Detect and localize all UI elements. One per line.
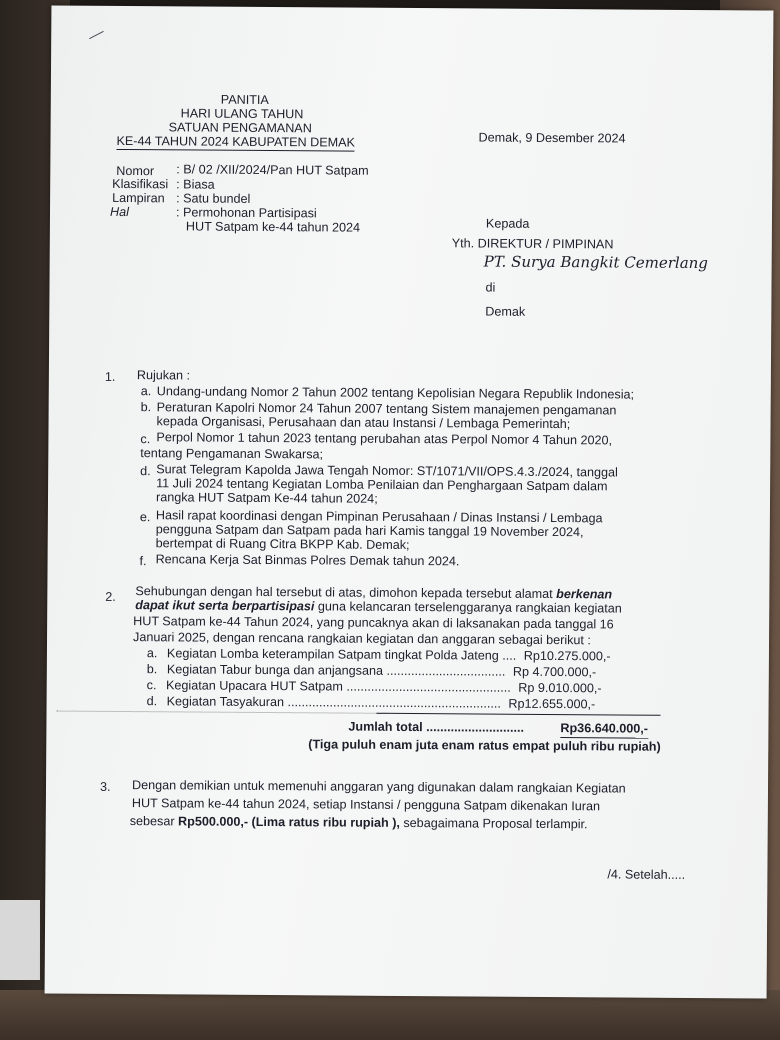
budget-row-b	[147, 662, 597, 680]
budget-amount-b: Rp 4.700.000,-	[512, 664, 597, 680]
letter-paper	[45, 5, 774, 998]
ref-e-line-2: pengguna Satpam dan Satpam pada hari Kamis tanggal 19 November 2024,	[155, 522, 584, 540]
budget-label-d: Kegiatan Tasyakuran .............................................................	[166, 694, 501, 711]
budget-amount-a: Rp10.275.000,-	[523, 648, 611, 664]
hal-value-1: : Permohonan Partisipasi	[175, 205, 317, 221]
nomor-label: Nomor	[116, 163, 155, 179]
total-label: Jumlah total ............................	[348, 719, 525, 735]
ref-e-line-3: bertempat di Ruang Citra BKPP Kab. Demak;	[155, 536, 410, 553]
ref-d-line-3: rangka HUT Satpam Ke-44 tahun 2024;	[155, 490, 378, 506]
background-white-panel	[0, 900, 40, 980]
lampiran-value: : Satu bundel	[176, 191, 251, 206]
budget-amount-c: Rp 9.010.000,-	[518, 680, 602, 696]
section-2-line-3: HUT Satpam ke-44 Tahun 2024, yang puncaknya akan di laksanakan pada tanggal 16	[133, 614, 614, 632]
header-line-2: HARI ULANG TAHUN	[180, 106, 304, 122]
ref-a-letter: a.	[140, 384, 152, 399]
section-1-number: 1.	[104, 369, 116, 384]
section-3-line-2: HUT Satpam ke-44 tahun 2024, setiap Instansi / pengguna Satpam dikenakan Iuran	[131, 796, 601, 814]
ref-b-line-1: Peraturan Kapolri Nomor 24 Tahun 2007 tentang Sistem manajemen pengamanan	[156, 400, 617, 418]
section-2-emphasis-2: dapat ikut serta berpartisipasi	[135, 598, 315, 614]
ref-c-letter: c.	[140, 432, 151, 447]
section-3-line-3	[130, 814, 588, 832]
budget-amount-d: Rp12.655.000,-	[508, 696, 596, 712]
ref-d-line-1: Surat Telegram Kapolda Jawa Tengah Nomor: ST/1071/VII/OPS.4.3./2024, tanggal	[156, 462, 618, 480]
ref-f-line-1: Rencana Kerja Sat Binmas Polres Demak tahun 2024.	[155, 552, 460, 569]
ref-e-letter: e.	[139, 510, 151, 525]
city-label: Demak	[485, 304, 526, 319]
budget-letter-c: c.	[146, 678, 157, 693]
total-amount: Rp36.640.000,-	[560, 721, 648, 739]
hal-value-2: HUT Satpam ke-44 tahun 2024	[185, 219, 361, 235]
section-2-emphasis-1: berkenan	[556, 587, 613, 602]
hal-label: Hal	[109, 204, 129, 220]
budget-label-c: Kegiatan Upacara HUT Satpam ...............................................	[165, 678, 511, 695]
ref-d-line-2: 11 Juli 2024 tentang Kegiatan Lomba Penilaian dan Penghargaan Satpam dalam	[156, 476, 608, 494]
nomor-value: : B/ 02 /XII/2024/Pan HUT Satpam	[176, 162, 369, 178]
budget-row-d	[147, 694, 596, 712]
letter-date: Demak, 9 Desember 2024	[478, 130, 626, 146]
section-2-line-1-text: Sehubungan dengan hal tersebut di atas, dimohon kepada tersebut alamat	[135, 584, 557, 602]
section-3-fee: Rp500.000,- (Lima ratus ribu rupiah ),	[178, 814, 400, 830]
section-3-line-1: Dengan demikian untuk memenuhi anggaran yang digunakan dalam rangkaian Kegiatan	[131, 778, 626, 796]
next-page-marker: /4. Setelah.....	[607, 867, 686, 882]
section-2-number: 2.	[105, 589, 116, 604]
section-1-title: Rujukan :	[136, 368, 191, 383]
section-2-line-2-text: guna kelancaran terselenggaranya rangkaian kegiatan	[314, 599, 622, 616]
budget-label-b: Kegiatan Tabur bunga dan anjangsana ..................................	[166, 662, 506, 679]
ref-b-line-2: kepada Organisasi, Perusahaan dan atau Instansi / Lembaga Pemerintah;	[156, 414, 571, 432]
ref-b-letter: b.	[140, 400, 152, 415]
ref-d-letter: d.	[140, 464, 151, 479]
budget-label-a: Kegiatan Lomba keterampilan Satpam tingkat Polda Jateng ....	[166, 646, 517, 663]
ref-c-line-2: tentang Pengamanan Swakarsa;	[140, 446, 324, 462]
section-3-number: 3.	[99, 779, 111, 794]
ref-f-letter: f.	[139, 554, 147, 569]
lampiran-label: Lampiran	[112, 190, 165, 206]
header-line-4: KE-44 TAHUN 2024 KABUPATEN DEMAK	[116, 133, 355, 150]
budget-row-c	[147, 678, 602, 696]
header-line-1: PANITIA	[220, 92, 269, 108]
ref-e-line-1: Hasil rapat koordinasi dengan Pimpinan Perusahaan / Dinas Instansi / Lembaga	[155, 508, 603, 526]
budget-letter-a: a.	[146, 646, 158, 661]
ref-c-line-1: Perpol Nomor 1 tahun 2023 tentang perubahan atas Perpol Nomor 4 Tahun 2020,	[156, 430, 613, 448]
ref-a-line-1: Undang-undang Nomor 2 Tahun 2002 tentang Kepolisian Negara Republik Indonesia;	[156, 384, 635, 402]
budget-sum-rule	[377, 713, 661, 716]
klasifikasi-label: Klasifikasi	[112, 176, 169, 192]
budget-letter-b: b.	[146, 662, 158, 677]
section-3-line-3-text-c: sebagaimana Proposal terlampir.	[399, 815, 588, 832]
section-3-line-3-text-a: sebesar	[129, 814, 179, 829]
section-2-line-4: Januari 2025, dengan rencana rangkaian kegiatan dan anggaran sebagai berikut :	[133, 630, 592, 648]
pen-mark	[89, 31, 109, 50]
kepada-label: Kepada	[485, 216, 530, 231]
header-line-3: SATUAN PENGAMANAN	[168, 120, 312, 136]
company-handwritten: PT. Surya Bangkit Cemerlang	[483, 252, 709, 273]
budget-letter-d: d.	[146, 694, 158, 709]
total-in-words: (Tiga puluh enam juta enam ratus empat puluh ribu rupiah)	[308, 737, 661, 754]
klasifikasi-value: : Biasa	[176, 177, 215, 192]
di-label: di	[485, 280, 496, 295]
faint-rule	[57, 711, 387, 714]
yth-line: Yth. DIREKTUR / PIMPINAN	[451, 236, 614, 252]
